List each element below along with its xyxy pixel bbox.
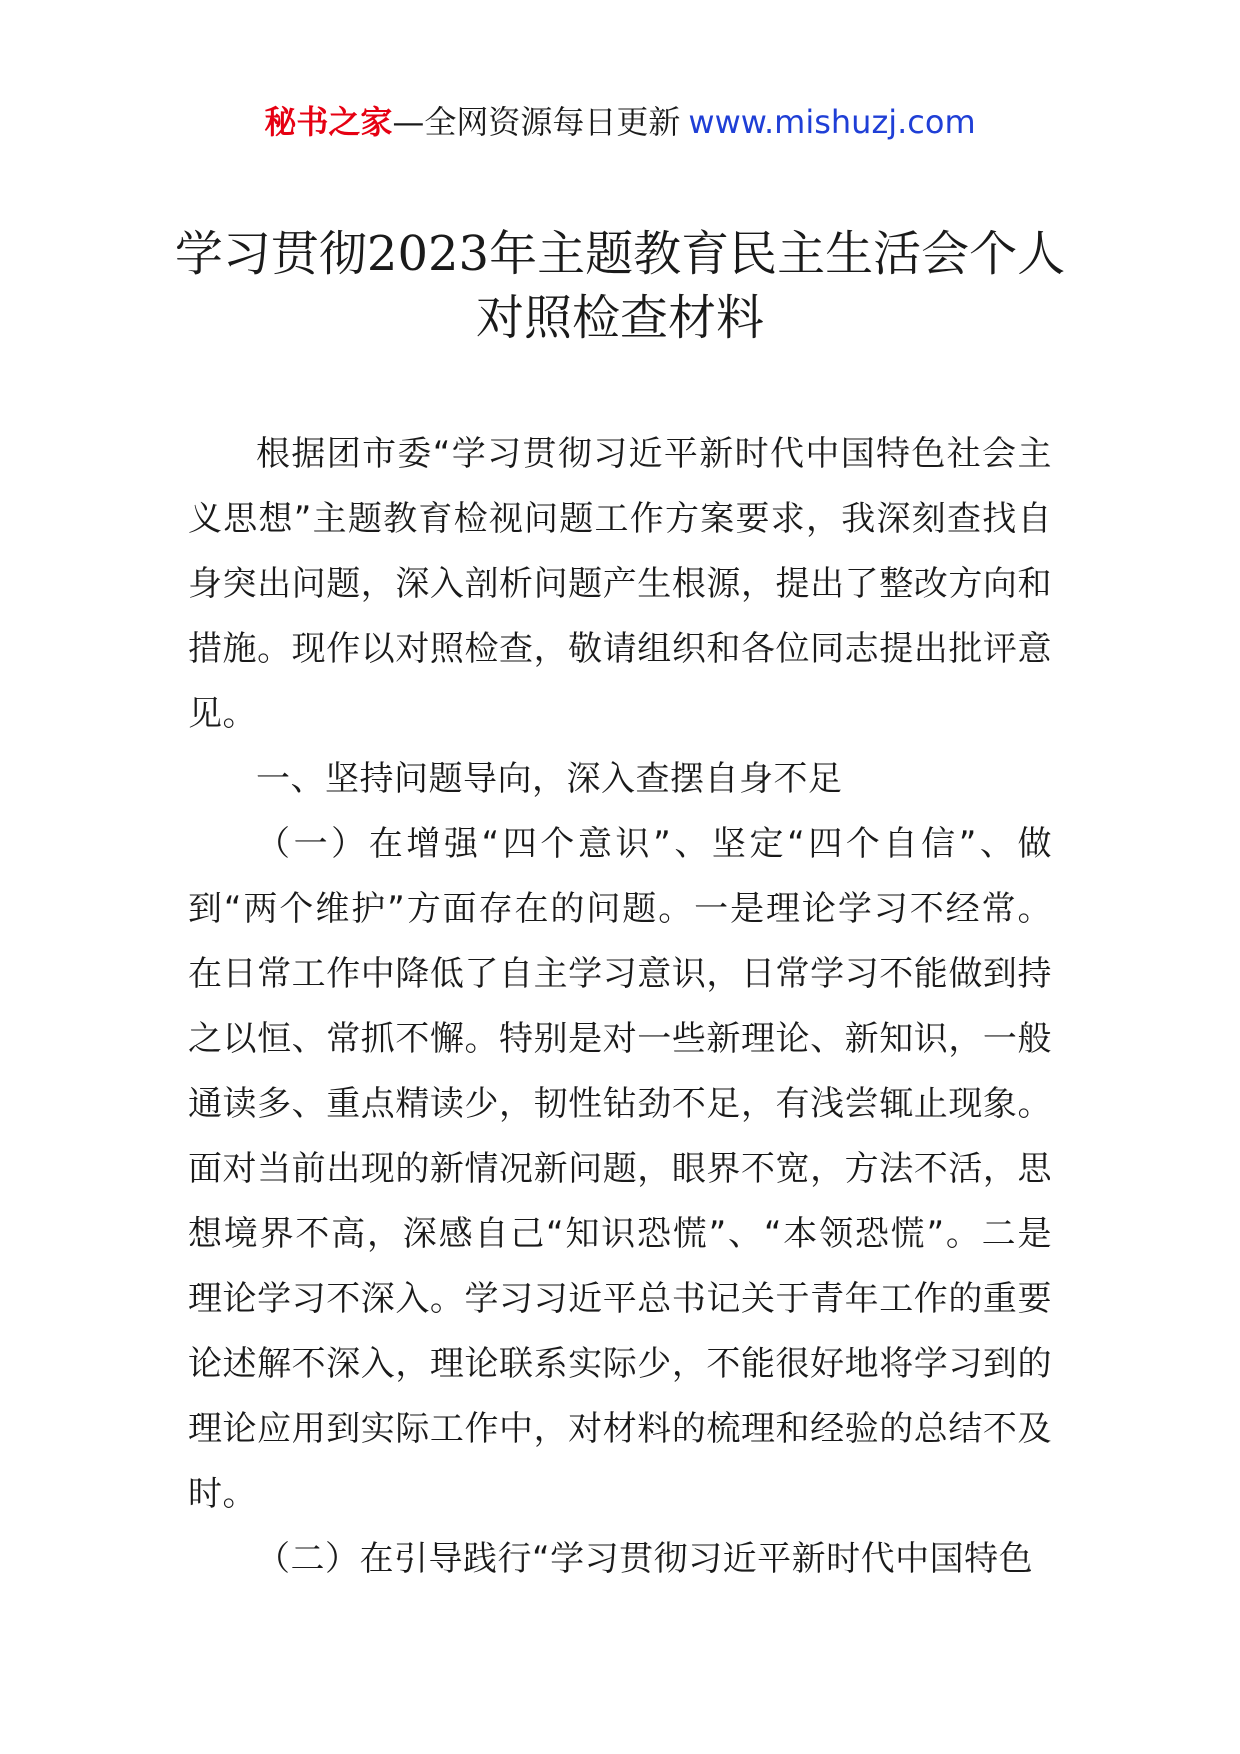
website-link[interactable]: www.mishuzj.com	[688, 103, 976, 141]
subsection-paragraph-2: （二）在引导践行“学习贯彻习近平新时代中国特色	[256, 1539, 1034, 1579]
title-line-1: 学习贯彻2023年主题教育民主生活会个人	[174, 226, 1066, 282]
subsection-paragraph-1: （一）在增强“四个意识”、坚定“四个自信”、做到“两个维护”方面存在的问题。一是理论学习不经常。在日常工作中降低了自主学习意识，日常学习不能做到持之以恒、常抓不懈。特别是对一些新理论、新知识，一般通读多、重点精读少，韧性钻劲不足，有浅尝辄止现象。面对当前出现的新情况新问题，眼界不宽，方法不活，思想境界不高，深感自己“知识恐慌”、“本领恐慌”。二是理论学习不深入。学习习近平总书记关于青年工作的重要论述解不深入，理论联系实际少，不能很好地将学习到的理论应用到实际工作中，对材料的梳理和经验的总结不及时。	[188, 824, 1052, 1514]
document-title	[150, 222, 1090, 350]
document-body	[188, 422, 1052, 1592]
section-heading-1: 一、坚持问题导向，深入查摆自身不足	[256, 759, 843, 799]
intro-paragraph: 根据团市委“学习贯彻习近平新时代中国特色社会主义思想”主题教育检视问题工作方案要求，我深刻查找自身突出问题，深入剖析问题产生根源，提出了整改方向和措施。现作以对照检查，敬请组织和各位同志提出批评意见。	[188, 434, 1052, 734]
brand-name: 秘书之家	[264, 103, 393, 141]
title-line-2: 对照检查材料	[475, 290, 764, 346]
brand-slogan: —全网资源每日更新	[392, 103, 681, 141]
header-banner	[0, 100, 1240, 144]
